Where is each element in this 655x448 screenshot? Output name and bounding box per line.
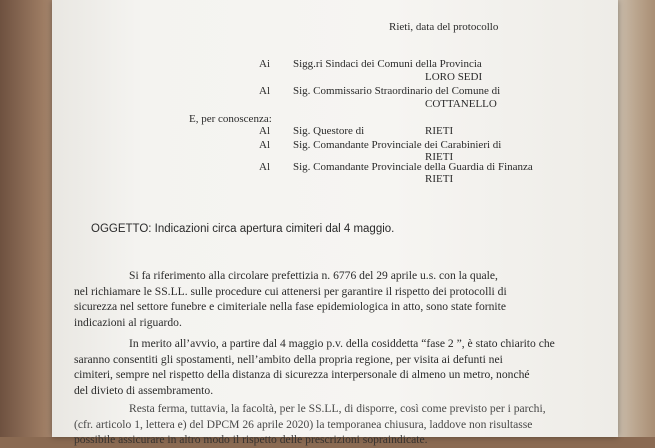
paragraph-line: Si fa riferimento alla circolare prefettizia n. 6776 del 29 aprile u.s. con la quale, [129, 269, 498, 282]
recipient-line: Sigg.ri Sindaci dei Comuni della Provincia [293, 58, 482, 70]
recipient-location: COTTANELLO [425, 98, 497, 110]
cc-prefix: Al [259, 161, 270, 173]
body-paragraph [74, 336, 555, 398]
cc-prefix: Al [259, 125, 270, 137]
cc-prefix: Al [259, 139, 270, 151]
recipient-prefix: Al [259, 85, 270, 97]
paragraph-line: saranno consentiti gli spostamenti, nell’ambito della propria regione, per visita ai defunti nei [74, 352, 503, 366]
cc-line: Sig. Comandante Provinciale della Guardia di Finanza [293, 161, 533, 173]
cc-location: RIETI [425, 125, 454, 137]
paragraph-line: In merito all’avvio, a partire dal 4 maggio p.v. della cosiddetta “fase 2 ”, è stato chiarito che [129, 337, 555, 350]
recipient-prefix: Ai [259, 58, 270, 70]
paragraph-line: del divieto di assembramento. [74, 383, 214, 397]
subject-line: OGGETTO: Indicazioni circa apertura cimiteri dal 4 maggio. [91, 223, 395, 235]
paragraph-line: nel richiamare le SS.LL. sulle procedure cui attenersi per garantire il rispetto dei protocolli di [74, 284, 507, 298]
background-right [612, 0, 655, 437]
body-paragraph [74, 401, 551, 448]
body-paragraph [74, 268, 551, 330]
paragraph-line: indicazioni al riguardo. [74, 315, 182, 329]
cc-line: Sig. Comandante Provinciale dei Carabinieri di [293, 139, 502, 151]
recipient-line: Sig. Commissario Straordinario del Comune di [293, 85, 501, 97]
paragraph-line: (cfr. articolo 1, lettera e) del DPCM 26 aprile 2020) la temporanea chiusura, laddove non risultasse [74, 417, 533, 431]
recipient-location: LORO SEDI [425, 71, 483, 83]
paragraph-line: cimiteri, sempre nel rispetto della distanza di sicurezza interpersonale di almeno un metro, nonché [74, 368, 530, 381]
document-page [52, 0, 618, 446]
paragraph-line: sicurezza nel settore funebre e cimiteriale nella fase epidemiologica in atto, sono state fornite [74, 300, 507, 313]
paragraph-line: Resta ferma, tuttavia, la facoltà, per le SS.LL, di disporre, così come previsto per i parchi, [129, 402, 546, 415]
cc-location: RIETI [425, 151, 454, 163]
cc-label: E, per conoscenza: [189, 113, 272, 125]
cc-location: RIETI [425, 173, 454, 185]
cc-line: Sig. Questore di [293, 125, 365, 137]
date-line: Rieti, data del protocollo [389, 21, 499, 33]
paragraph-line: possibile assicurare in altro modo il rispetto delle prescrizioni sopraindicate. [74, 433, 428, 446]
